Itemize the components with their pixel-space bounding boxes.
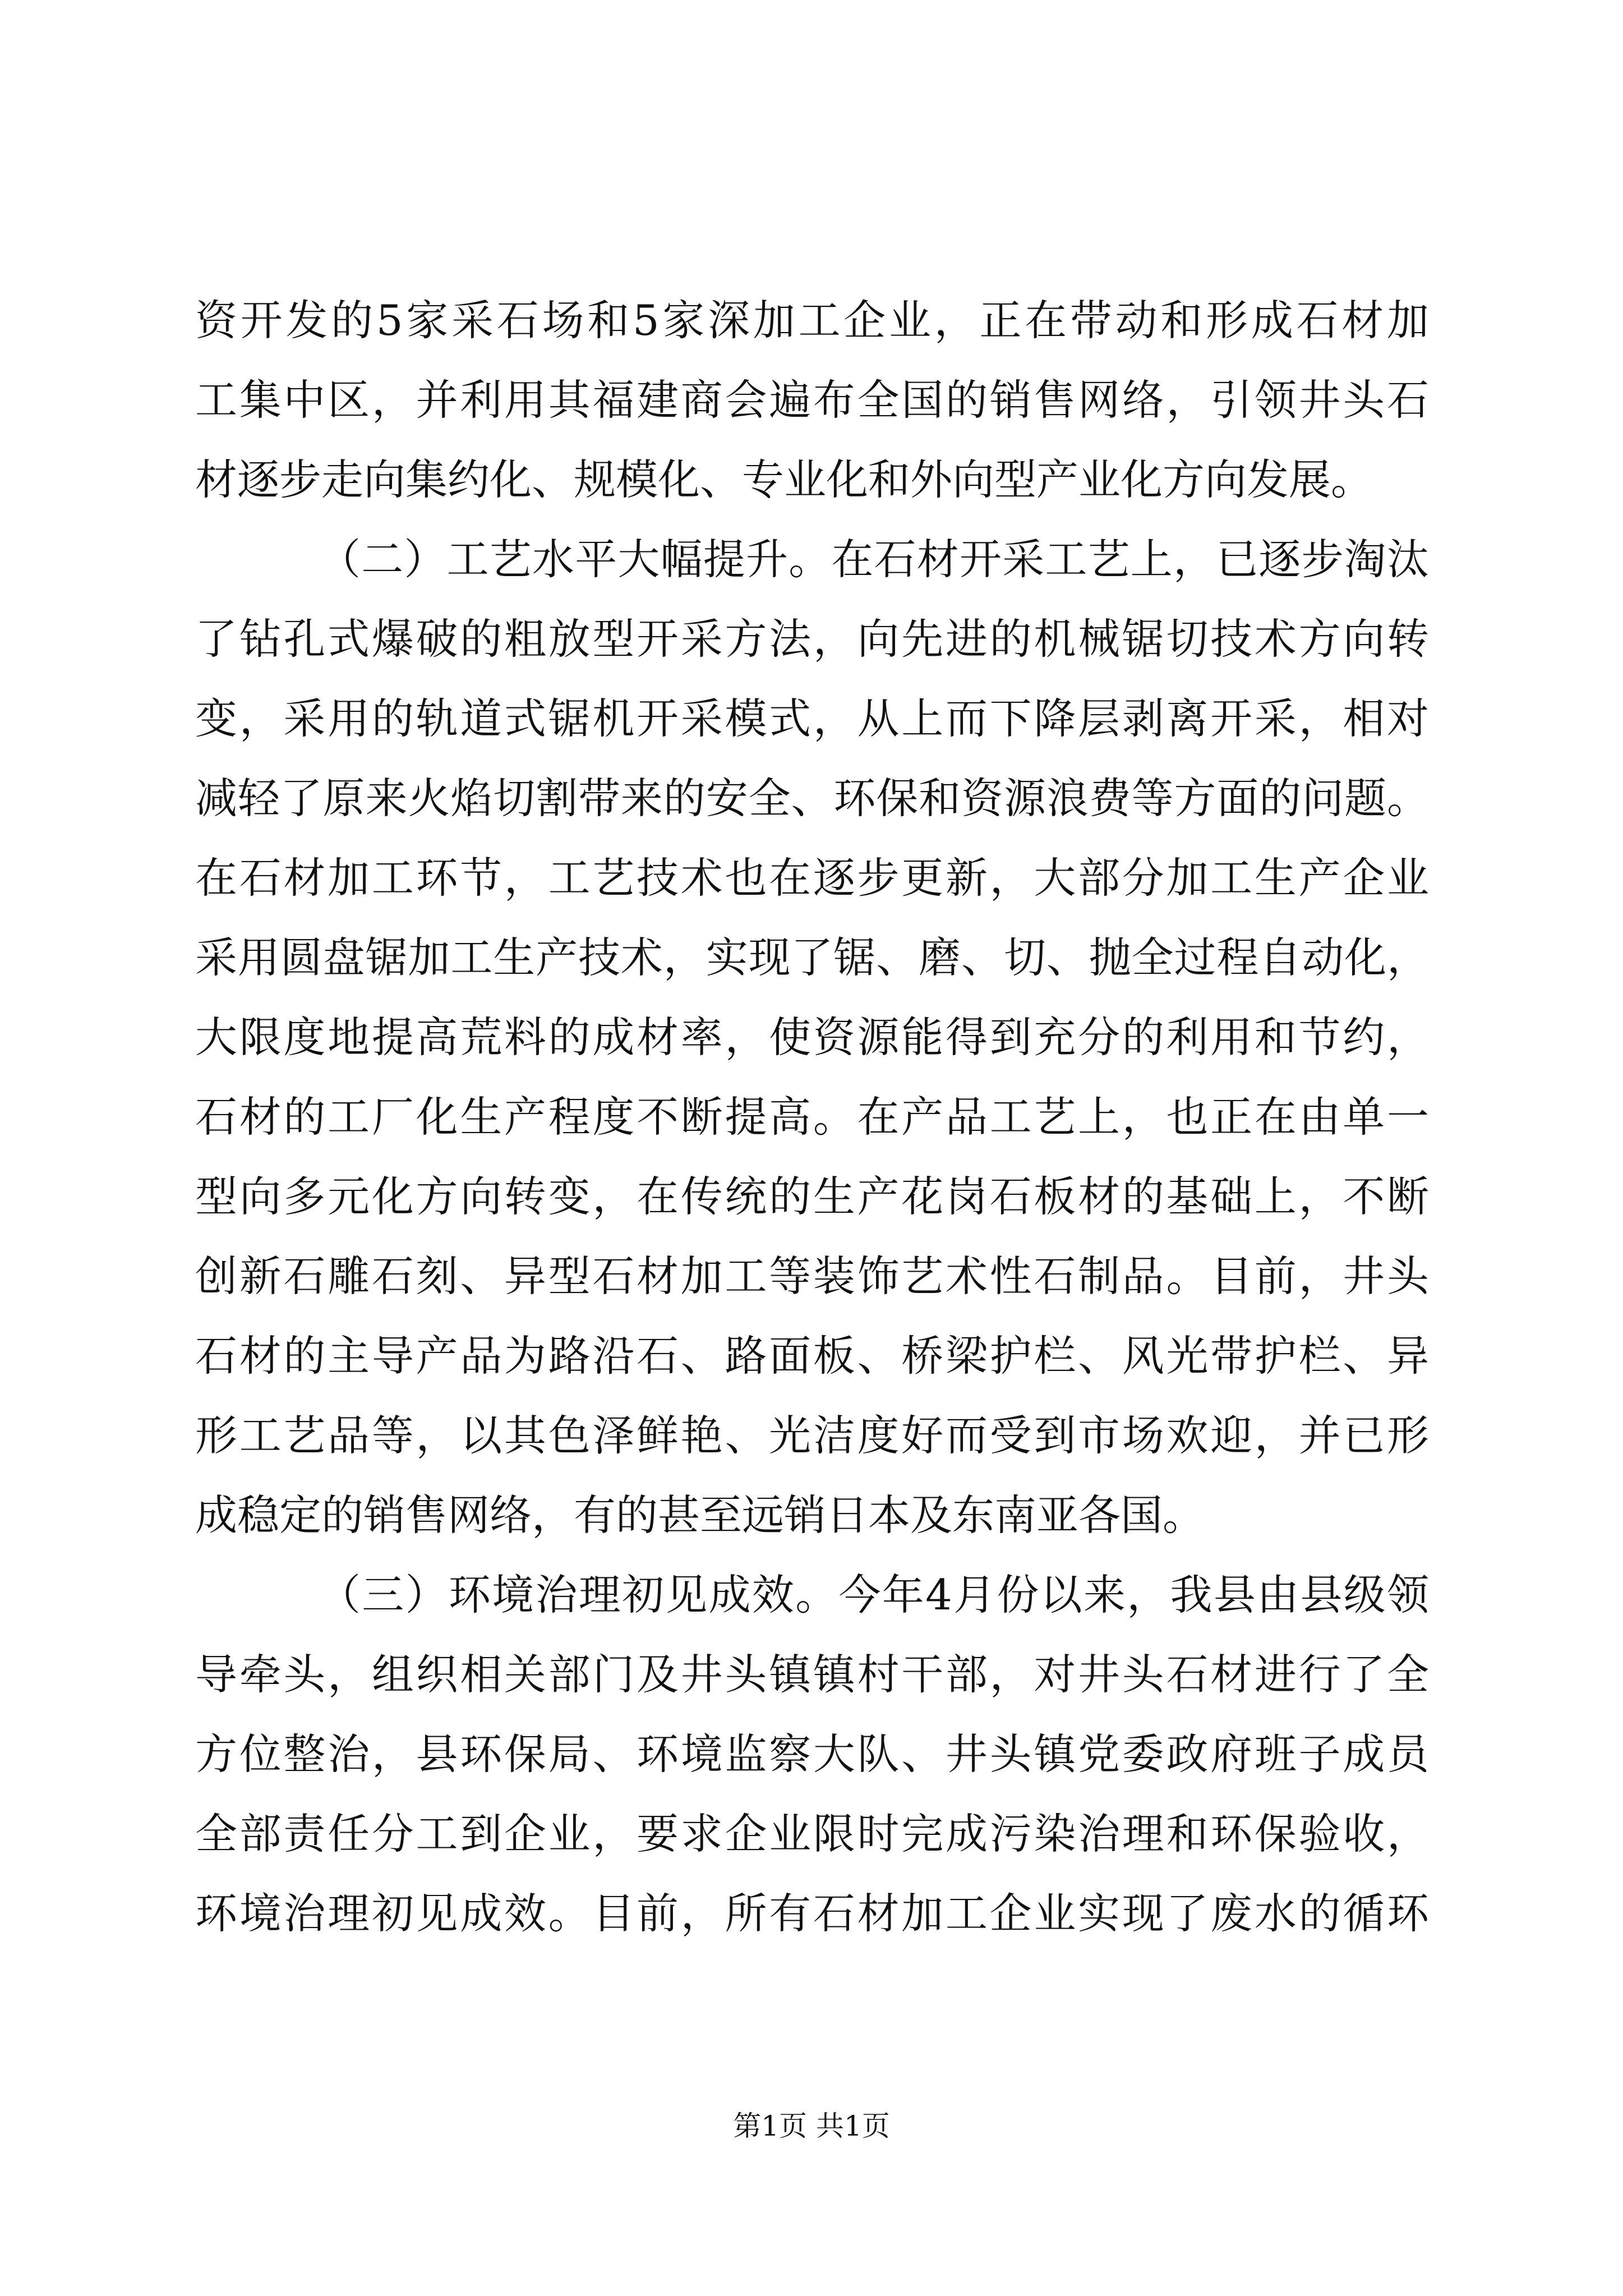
text-line: 工集中区，并利用其福建商会遍布全国的销售网络，引领井头石 (195, 375, 1429, 425)
text-line: 石材的工厂化生产程度不断提高。在产品工艺上，也正在由单一 (195, 1092, 1429, 1142)
page-footer (0, 2106, 1623, 2146)
paragraph-first-line: （二）工艺水平大幅提升。在石材开采工艺上，已逐步淘汰 (319, 535, 1429, 584)
text-line: 全部责任分工到企业，要求企业限时完成污染治理和环保验收， (195, 1809, 1429, 1858)
text-line: 变，采用的轨道式锯机开采模式，从上而下降层剥离开采，相对 (195, 694, 1429, 743)
text-line: 型向多元化方向转变，在传统的生产花岗石板材的基础上，不断 (195, 1172, 1429, 1221)
text-line: 导牵头，组织相关部门及井头镇镇村干部，对井头石材进行了全 (195, 1650, 1429, 1699)
text-line: 石材的主导产品为路沿石、路面板、桥梁护栏、风光带护栏、异 (195, 1331, 1429, 1381)
text-line: 资开发的5家采石场和5家深加工企业，正在带动和形成石材加 (195, 296, 1429, 345)
text-line: 成稳定的销售网络，有的甚至远销日本及东南亚各国。 (195, 1490, 1205, 1540)
text-line: 形工艺品等，以其色泽鲜艳、光洁度好而受到市场欢迎，并已形 (195, 1411, 1429, 1460)
text-line: 方位整治，县环保局、环境监察大队、井头镇党委政府班子成员 (195, 1729, 1429, 1779)
document-body (195, 280, 1429, 1953)
text-line: 材逐步走向集约化、规模化、专业化和外向型产业化方向发展。 (195, 455, 1373, 504)
text-line: 了钻孔式爆破的粗放型开采方法，向先进的机械锯切技术方向转 (195, 614, 1429, 664)
text-line: 创新石雕石刻、异型石材加工等装饰艺术性石制品。目前，井头 (195, 1251, 1429, 1301)
text-line: 采用圆盘锯加工生产技术，实现了锯、磨、切、抛全过程自动化， (195, 933, 1429, 982)
text-line: 环境治理初见成效。目前，所有石材加工企业实现了废水的循环 (195, 1889, 1429, 1938)
text-line: 大限度地提高荒料的成材率，使资源能得到充分的利用和节约， (195, 1013, 1429, 1062)
text-line: 在石材加工环节，工艺技术也在逐步更新，大部分加工生产企业 (195, 853, 1429, 903)
text-line: 减轻了原来火焰切割带来的安全、环保和资源浪费等方面的问题。 (195, 774, 1429, 823)
paragraph-first-line: （三）环境治理初见成效。今年4月份以来，我县由县级领 (319, 1570, 1429, 1619)
page-number-label: 第1页 共1页 (733, 2110, 890, 2142)
